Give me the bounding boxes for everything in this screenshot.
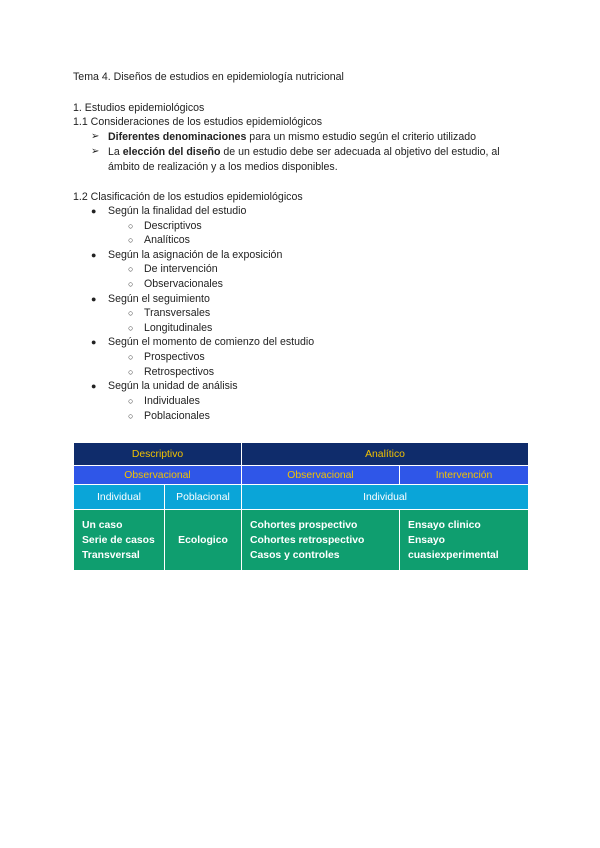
classification-sub: Descriptivos [144, 220, 202, 232]
circle-bullet-icon: ○ [128, 221, 134, 231]
header-descriptivo: Descriptivo [74, 443, 242, 466]
classification-sub: Analíticos [144, 234, 190, 246]
classification-sub: Poblacionales [144, 410, 210, 422]
table-row [74, 443, 529, 466]
cell-individual-analitico: Individual [242, 485, 529, 510]
cell-ecologico: Ecologico [165, 510, 242, 571]
arrow-bullet-icon: ➢ [91, 131, 100, 142]
design-item: Cohortes retrospectivo [250, 534, 365, 546]
bullet-icon: ● [91, 206, 97, 216]
circle-bullet-icon: ○ [128, 367, 134, 377]
classification-sub: Transversales [144, 307, 211, 319]
header-analitico: Analítico [242, 443, 529, 466]
circle-bullet-icon: ○ [128, 235, 134, 245]
classification-sub: Individuales [144, 395, 200, 407]
design-item: Cohortes prospectivo [250, 519, 358, 531]
cell-observational-designs [242, 510, 400, 571]
cell-individual-descriptivo: Individual [74, 485, 165, 510]
point-2-bold: elección del diseño [122, 146, 221, 158]
cell-poblacional: Poblacional [165, 485, 242, 510]
point-1-text: para un mismo estudio según el criterio utilizado [246, 131, 477, 143]
point-2-start: La [108, 146, 123, 158]
section-heading-1-2: 1.2 Clasificación de los estudios epidemiológicos [73, 191, 303, 203]
bullet-icon: ● [91, 250, 97, 260]
design-item: Serie de casos [82, 534, 155, 546]
section-heading-1-1: 1.1 Consideraciones de los estudios epidemiológicos [73, 116, 323, 128]
cell-intervencion: Intervención [400, 466, 529, 485]
point-1-bold: Diferentes denominaciones [108, 131, 247, 143]
bullet-icon: ● [91, 381, 97, 391]
design-item: Casos y controles [250, 549, 340, 561]
arrow-bullet-icon: ➢ [91, 146, 100, 157]
table-row [74, 485, 529, 510]
circle-bullet-icon: ○ [128, 411, 134, 421]
circle-bullet-icon: ○ [128, 352, 134, 362]
design-item: Un caso [82, 519, 123, 531]
classification-sub: De intervención [144, 263, 218, 275]
bullet-icon: ● [91, 337, 97, 347]
design-item: Ensayo cuasiexperimental [408, 534, 499, 561]
classification-item: Según la unidad de análisis [108, 380, 238, 392]
classification-item: Según la asignación de la exposición [108, 249, 283, 261]
point-2-line-2: ámbito de realización y a los medios disponibles. [108, 161, 338, 173]
classification-sub: Prospectivos [144, 351, 205, 363]
section-heading-1: 1. Estudios epidemiológicos [73, 102, 205, 114]
bullet-icon: ● [91, 294, 97, 304]
classification-item: Según la finalidad del estudio [108, 205, 247, 217]
classification-item: Según el seguimiento [108, 293, 210, 305]
classification-sub: Longitudinales [144, 322, 213, 334]
cell-observacional-descriptivo: Observacional [74, 466, 242, 485]
point-2 [108, 145, 500, 159]
design-item: Transversal [82, 549, 140, 561]
circle-bullet-icon: ○ [128, 279, 134, 289]
circle-bullet-icon: ○ [128, 396, 134, 406]
table-row [74, 466, 529, 485]
cell-intervention-designs [400, 510, 529, 571]
point-2-text: de un estudio debe ser adecuada al objetivo del estudio, al [220, 146, 500, 158]
point-1 [108, 130, 476, 144]
document-title: Tema 4. Diseños de estudios en epidemiología nutricional [73, 71, 344, 83]
circle-bullet-icon: ○ [128, 264, 134, 274]
design-item: Ensayo clinico [408, 519, 481, 531]
study-design-table [73, 442, 529, 571]
cell-descriptive-designs [74, 510, 165, 571]
classification-sub: Observacionales [144, 278, 223, 290]
circle-bullet-icon: ○ [128, 323, 134, 333]
table-row [74, 510, 529, 571]
circle-bullet-icon: ○ [128, 308, 134, 318]
classification-item: Según el momento de comienzo del estudio [108, 336, 315, 348]
classification-sub: Retrospectivos [144, 366, 215, 378]
cell-observacional-analitico: Observacional [242, 466, 400, 485]
